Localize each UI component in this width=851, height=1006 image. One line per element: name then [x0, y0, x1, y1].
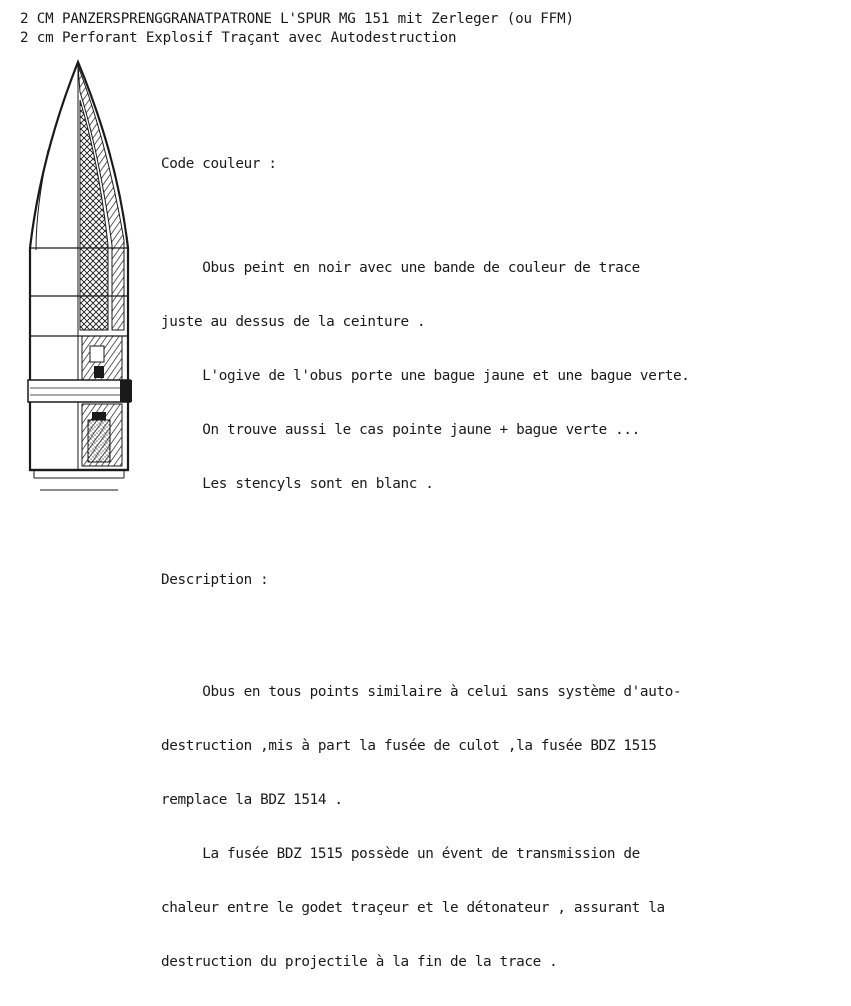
- description-line: La fusée BDZ 1515 possède un évent de transmission de: [161, 846, 640, 862]
- document-title: 2 CM PANZERSPRENGGRANATPATRONE L'SPUR MG 151 mit Zerleger (ou FFM): [20, 11, 574, 27]
- code-couleur-line: juste au dessus de la ceinture .: [161, 314, 426, 330]
- description-line: destruction du projectile à la fin de la trace .: [161, 954, 558, 970]
- description-line: chaleur entre le godet traçeur et le détonateur , assurant la: [161, 900, 665, 916]
- description-line: remplace la BDZ 1514 .: [161, 792, 343, 808]
- code-couleur-line: L'ogive de l'obus porte une bague jaune et une bague verte.: [161, 368, 690, 384]
- description-heading: Description :: [161, 572, 269, 588]
- code-couleur-heading: Code couleur :: [161, 156, 277, 172]
- description-line: destruction ,mis à part la fusée de culot ,la fusée BDZ 1515: [161, 738, 657, 754]
- code-couleur-line: On trouve aussi le cas pointe jaune + bague verte ...: [161, 422, 640, 438]
- text-body: [161, 119, 851, 1006]
- description-line: Obus en tous points similaire à celui sans système d'auto-: [161, 684, 682, 700]
- code-couleur-line: Les stencyls sont en blanc .: [161, 476, 434, 492]
- document-subtitle: 2 cm Perforant Explosif Traçant avec Autodestruction: [20, 30, 457, 46]
- projectile-cutaway-drawing-icon: [0, 56, 160, 503]
- code-couleur-line: Obus peint en noir avec une bande de couleur de trace: [161, 260, 640, 276]
